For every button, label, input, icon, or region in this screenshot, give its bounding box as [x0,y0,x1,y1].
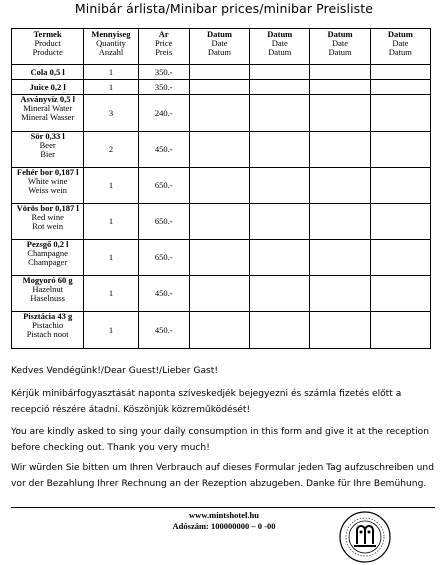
price-cell: 350.- [138,65,189,80]
date-entry-cell[interactable] [189,80,249,95]
price-cell: 450.- [138,276,189,312]
quantity-cell: 1 [84,168,138,204]
item-name: Asványvíz 0,5 l [20,94,75,104]
item-name: Cola 0,5 l [30,66,65,77]
date-entry-cell[interactable] [189,132,249,168]
date-entry-cell[interactable] [310,312,370,349]
header-date-2: Datum Date Datum [250,29,310,65]
item-name: Sör 0,33 l [30,131,65,141]
item-cell [12,276,84,312]
quantity-cell: 3 [84,95,138,132]
date-entry-cell[interactable] [189,276,249,312]
header-quantity: Mennyiseg Quantity Anzahl [84,29,138,65]
date-entry-cell[interactable] [250,132,310,168]
date-entry-cell[interactable] [310,132,370,168]
table-row [12,312,431,349]
date-entry-cell[interactable] [370,276,430,312]
table-row [12,132,431,168]
page-title: Minibár árlista/Minibar prices/minibar Preisliste [74,1,374,16]
table-row [12,276,431,312]
header-item: Termek Product Producte [12,29,84,65]
item-translation: Pistach noot [26,329,69,339]
date-entry-cell[interactable] [370,204,430,240]
item-translation: Red wine [31,212,64,222]
header-date-3: Datum Date Datum [310,29,370,65]
date-entry-cell[interactable] [370,312,430,349]
date-entry-cell[interactable] [250,240,310,276]
quantity-cell: 1 [84,65,138,80]
quantity-cell: 1 [84,240,138,276]
price-cell: 650.- [138,240,189,276]
price-table [11,28,431,349]
header-date-1: Datum Date Datum [189,29,249,65]
date-entry-cell[interactable] [250,276,310,312]
table-row [12,168,431,204]
price-cell: 450.- [138,312,189,349]
item-cell [12,168,84,204]
price-cell: 650.- [138,204,189,240]
date-entry-cell[interactable] [189,312,249,349]
date-entry-cell[interactable] [250,80,310,95]
date-entry-cell[interactable] [370,168,430,204]
quantity-cell: 2 [84,132,138,168]
item-cell [12,312,84,349]
item-name: Pisztácia 43 g [23,311,73,321]
table-row [12,204,431,240]
message-hungarian: Kérjük minibárfogyasztását naponta szíveskedjék bejegyezni és számla fizetés előtt a recepció részére átadni. Köszönjük közreműködését! [11,389,402,415]
quantity-cell: 1 [84,276,138,312]
footer-divider [11,507,435,508]
item-name: Mogyoró 60 g [22,275,73,285]
quantity-cell: 1 [84,312,138,349]
item-translation: Bier [40,149,55,159]
footer-tax-number: Adószám: 100000000 – 0 -00 [172,521,276,531]
date-entry-cell[interactable] [310,240,370,276]
date-entry-cell[interactable] [370,65,430,80]
date-entry-cell[interactable] [370,95,430,132]
date-entry-cell[interactable] [310,65,370,80]
date-entry-cell[interactable] [310,95,370,132]
date-entry-cell[interactable] [310,168,370,204]
item-name: Vörös bor 0,187 l [16,203,79,213]
item-translation: Rot wein [32,221,64,231]
date-entry-cell[interactable] [370,80,430,95]
date-entry-cell[interactable] [250,312,310,349]
message-german: Wir würden Sie bitten um Ihren Verbrauch auf dieses Formular jeden Tag aufzuschreiben und vor der Bezahlung Ihrer Rechnung an der Rezeption abzugeben. Danke für Ihre Bemühung. [11,463,434,489]
date-entry-cell[interactable] [189,240,249,276]
date-entry-cell[interactable] [370,240,430,276]
item-translation: Weiss wein [28,185,68,195]
table-row [12,95,431,132]
price-cell: 240.- [138,95,189,132]
header-date-4: Datum Date Datum [370,29,430,65]
header-price: Ar Price Preis [138,29,189,65]
price-cell: 650.- [138,168,189,204]
quantity-cell: 1 [84,204,138,240]
item-cell [12,80,84,95]
date-entry-cell[interactable] [310,276,370,312]
item-cell [12,95,84,132]
table-row [12,80,431,95]
item-translation: Beer [39,140,56,150]
table-row [12,240,431,276]
date-entry-cell[interactable] [250,65,310,80]
date-entry-cell[interactable] [250,95,310,132]
date-entry-cell[interactable] [189,204,249,240]
item-name: Pezsgő 0,2 l [26,239,69,249]
message-english: You are kindly asked to sing your daily consumption in this form and give it at the reception before checking out. Thank you very much! [11,427,429,453]
item-translation: Champagne [27,248,68,258]
date-entry-cell[interactable] [189,168,249,204]
greeting-text: Kedves Vendégünk!/Dear Guest!/Lieber Gast! [11,366,218,376]
hotel-seal-logo-icon [338,510,392,564]
date-entry-cell[interactable] [250,168,310,204]
item-translation: Mineral Water [23,103,73,113]
date-entry-cell[interactable] [310,80,370,95]
item-cell [12,65,84,80]
item-cell [12,132,84,168]
date-entry-cell[interactable] [189,65,249,80]
item-name: Fehér bor 0,187 l [16,167,79,177]
item-translation: Pistachio [32,320,64,330]
footer-website: www.mintshotel.hu [189,510,259,520]
item-cell [12,204,84,240]
item-translation: Hazelnut [32,284,64,294]
table-row [12,65,431,80]
table-header-row [12,29,431,65]
item-cell [12,240,84,276]
date-entry-cell[interactable] [189,95,249,132]
date-entry-cell[interactable] [370,132,430,168]
item-translation: White wine [27,176,68,186]
price-cell: 450.- [138,132,189,168]
date-entry-cell[interactable] [310,204,370,240]
item-translation: Champager [28,257,68,267]
item-translation: Mineral Wasser [21,112,75,122]
price-cell: 350.- [138,80,189,95]
item-translation: Haselnuss [30,293,65,303]
date-entry-cell[interactable] [250,204,310,240]
quantity-cell: 1 [84,80,138,95]
item-name: Juice 0,2 l [29,81,66,92]
